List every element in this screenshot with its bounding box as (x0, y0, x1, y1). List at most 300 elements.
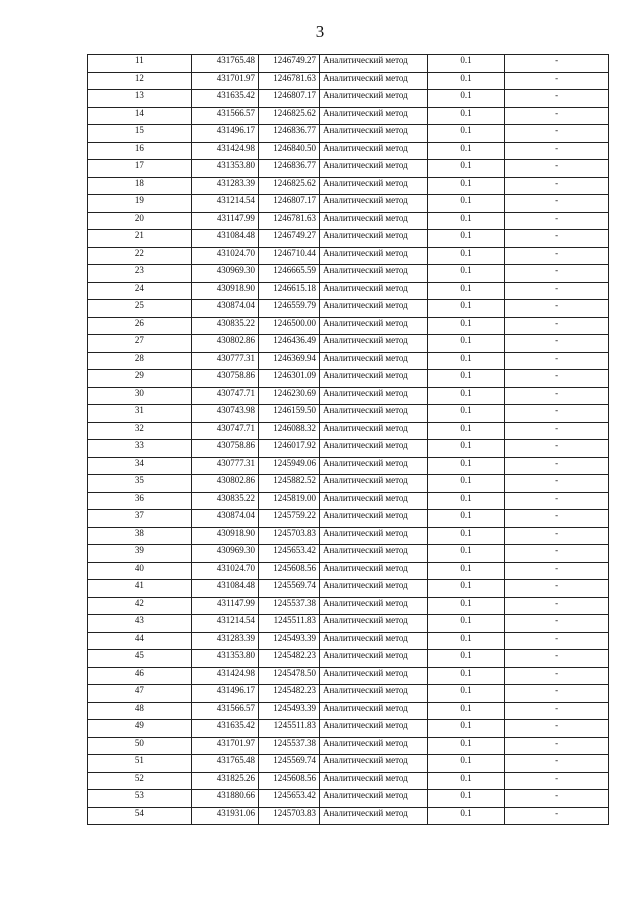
y-coordinate-cell: 1246559.79 (258, 300, 319, 318)
point-number-cell: 47 (88, 685, 192, 703)
x-coordinate-cell: 430835.22 (191, 492, 258, 510)
x-coordinate-cell: 430918.90 (191, 282, 258, 300)
error-cell: 0.1 (427, 510, 504, 528)
point-number-cell: 25 (88, 300, 192, 318)
dash-cell: - (505, 212, 609, 230)
error-cell: 0.1 (427, 650, 504, 668)
y-coordinate-cell: 1246807.17 (258, 90, 319, 108)
dash-cell: - (505, 632, 609, 650)
method-cell: Аналитический метод (319, 212, 427, 230)
x-coordinate-cell: 431765.48 (191, 755, 258, 773)
dash-cell: - (505, 405, 609, 423)
dash-cell: - (505, 422, 609, 440)
method-cell: Аналитический метод (319, 125, 427, 143)
method-cell: Аналитический метод (319, 667, 427, 685)
dash-cell: - (505, 317, 609, 335)
y-coordinate-cell: 1245819.00 (258, 492, 319, 510)
x-coordinate-cell: 430969.30 (191, 545, 258, 563)
dash-cell: - (505, 615, 609, 633)
y-coordinate-cell: 1246825.62 (258, 177, 319, 195)
method-cell: Аналитический метод (319, 720, 427, 738)
y-coordinate-cell: 1246825.62 (258, 107, 319, 125)
x-coordinate-cell: 431931.06 (191, 807, 258, 825)
table-row (88, 510, 609, 528)
x-coordinate-cell: 431147.99 (191, 597, 258, 615)
method-cell: Аналитический метод (319, 142, 427, 160)
method-cell: Аналитический метод (319, 387, 427, 405)
dash-cell: - (505, 545, 609, 563)
point-number-cell: 32 (88, 422, 192, 440)
table-row (88, 282, 609, 300)
dash-cell: - (505, 702, 609, 720)
table-row (88, 247, 609, 265)
dash-cell: - (505, 650, 609, 668)
error-cell: 0.1 (427, 545, 504, 563)
error-cell: 0.1 (427, 440, 504, 458)
method-cell: Аналитический метод (319, 580, 427, 598)
y-coordinate-cell: 1245608.56 (258, 772, 319, 790)
y-coordinate-cell: 1246781.63 (258, 212, 319, 230)
table-row (88, 615, 609, 633)
y-coordinate-cell: 1245653.42 (258, 545, 319, 563)
table-row (88, 492, 609, 510)
x-coordinate-cell: 431566.57 (191, 107, 258, 125)
dash-cell: - (505, 755, 609, 773)
error-cell: 0.1 (427, 107, 504, 125)
y-coordinate-cell: 1246836.77 (258, 160, 319, 178)
x-coordinate-cell: 430874.04 (191, 300, 258, 318)
dash-cell: - (505, 300, 609, 318)
dash-cell: - (505, 335, 609, 353)
method-cell: Аналитический метод (319, 475, 427, 493)
method-cell: Аналитический метод (319, 317, 427, 335)
dash-cell: - (505, 790, 609, 808)
x-coordinate-cell: 431880.66 (191, 790, 258, 808)
point-number-cell: 41 (88, 580, 192, 598)
method-cell: Аналитический метод (319, 72, 427, 90)
point-number-cell: 20 (88, 212, 192, 230)
dash-cell: - (505, 265, 609, 283)
table-row (88, 177, 609, 195)
table-row (88, 55, 609, 73)
method-cell: Аналитический метод (319, 737, 427, 755)
y-coordinate-cell: 1246230.69 (258, 387, 319, 405)
point-number-cell: 53 (88, 790, 192, 808)
point-number-cell: 39 (88, 545, 192, 563)
point-number-cell: 22 (88, 247, 192, 265)
y-coordinate-cell: 1246749.27 (258, 230, 319, 248)
error-cell: 0.1 (427, 632, 504, 650)
method-cell: Аналитический метод (319, 527, 427, 545)
error-cell: 0.1 (427, 685, 504, 703)
method-cell: Аналитический метод (319, 772, 427, 790)
y-coordinate-cell: 1245703.83 (258, 807, 319, 825)
table-row (88, 597, 609, 615)
table-row (88, 562, 609, 580)
error-cell: 0.1 (427, 492, 504, 510)
point-number-cell: 11 (88, 55, 192, 73)
error-cell: 0.1 (427, 737, 504, 755)
x-coordinate-cell: 431353.80 (191, 650, 258, 668)
dash-cell: - (505, 195, 609, 213)
table-row (88, 230, 609, 248)
method-cell: Аналитический метод (319, 370, 427, 388)
table-row (88, 790, 609, 808)
x-coordinate-cell: 431701.97 (191, 737, 258, 755)
y-coordinate-cell: 1245703.83 (258, 527, 319, 545)
table-row (88, 107, 609, 125)
table-row (88, 125, 609, 143)
x-coordinate-cell: 431353.80 (191, 160, 258, 178)
point-number-cell: 28 (88, 352, 192, 370)
x-coordinate-cell: 431635.42 (191, 90, 258, 108)
method-cell: Аналитический метод (319, 90, 427, 108)
method-cell: Аналитический метод (319, 352, 427, 370)
x-coordinate-cell: 431283.39 (191, 632, 258, 650)
y-coordinate-cell: 1245493.39 (258, 632, 319, 650)
table-row (88, 720, 609, 738)
method-cell: Аналитический метод (319, 492, 427, 510)
error-cell: 0.1 (427, 335, 504, 353)
point-number-cell: 12 (88, 72, 192, 90)
dash-cell: - (505, 720, 609, 738)
error-cell: 0.1 (427, 265, 504, 283)
x-coordinate-cell: 431825.26 (191, 772, 258, 790)
point-number-cell: 26 (88, 317, 192, 335)
dash-cell: - (505, 807, 609, 825)
x-coordinate-cell: 430747.71 (191, 422, 258, 440)
method-cell: Аналитический метод (319, 597, 427, 615)
y-coordinate-cell: 1245759.22 (258, 510, 319, 528)
error-cell: 0.1 (427, 247, 504, 265)
method-cell: Аналитический метод (319, 440, 427, 458)
y-coordinate-cell: 1245511.83 (258, 615, 319, 633)
x-coordinate-cell: 430758.86 (191, 440, 258, 458)
table-row (88, 772, 609, 790)
y-coordinate-cell: 1245882.52 (258, 475, 319, 493)
table-row (88, 580, 609, 598)
table-row (88, 440, 609, 458)
point-number-cell: 17 (88, 160, 192, 178)
table-row (88, 685, 609, 703)
x-coordinate-cell: 430835.22 (191, 317, 258, 335)
y-coordinate-cell: 1245569.74 (258, 755, 319, 773)
error-cell: 0.1 (427, 405, 504, 423)
table-row (88, 265, 609, 283)
point-number-cell: 49 (88, 720, 192, 738)
dash-cell: - (505, 667, 609, 685)
point-number-cell: 24 (88, 282, 192, 300)
point-number-cell: 13 (88, 90, 192, 108)
method-cell: Аналитический метод (319, 615, 427, 633)
error-cell: 0.1 (427, 457, 504, 475)
point-number-cell: 48 (88, 702, 192, 720)
x-coordinate-cell: 431024.70 (191, 247, 258, 265)
y-coordinate-cell: 1246500.00 (258, 317, 319, 335)
y-coordinate-cell: 1246749.27 (258, 55, 319, 73)
point-number-cell: 51 (88, 755, 192, 773)
y-coordinate-cell: 1245511.83 (258, 720, 319, 738)
y-coordinate-cell: 1246836.77 (258, 125, 319, 143)
error-cell: 0.1 (427, 72, 504, 90)
x-coordinate-cell: 431283.39 (191, 177, 258, 195)
y-coordinate-cell: 1246840.50 (258, 142, 319, 160)
error-cell: 0.1 (427, 615, 504, 633)
x-coordinate-cell: 430874.04 (191, 510, 258, 528)
table-row (88, 212, 609, 230)
dash-cell: - (505, 282, 609, 300)
method-cell: Аналитический метод (319, 510, 427, 528)
dash-cell: - (505, 90, 609, 108)
dash-cell: - (505, 597, 609, 615)
error-cell: 0.1 (427, 667, 504, 685)
table-row (88, 160, 609, 178)
y-coordinate-cell: 1245569.74 (258, 580, 319, 598)
y-coordinate-cell: 1246665.59 (258, 265, 319, 283)
error-cell: 0.1 (427, 370, 504, 388)
y-coordinate-cell: 1246710.44 (258, 247, 319, 265)
y-coordinate-cell: 1245482.23 (258, 650, 319, 668)
error-cell: 0.1 (427, 177, 504, 195)
dash-cell: - (505, 492, 609, 510)
y-coordinate-cell: 1246615.18 (258, 282, 319, 300)
x-coordinate-cell: 430802.86 (191, 475, 258, 493)
error-cell: 0.1 (427, 422, 504, 440)
table-row (88, 702, 609, 720)
y-coordinate-cell: 1246781.63 (258, 72, 319, 90)
method-cell: Аналитический метод (319, 422, 427, 440)
method-cell: Аналитический метод (319, 650, 427, 668)
point-number-cell: 34 (88, 457, 192, 475)
y-coordinate-cell: 1246301.09 (258, 370, 319, 388)
error-cell: 0.1 (427, 772, 504, 790)
y-coordinate-cell: 1246436.49 (258, 335, 319, 353)
table-row (88, 317, 609, 335)
table-row (88, 72, 609, 90)
method-cell: Аналитический метод (319, 632, 427, 650)
point-number-cell: 23 (88, 265, 192, 283)
point-number-cell: 38 (88, 527, 192, 545)
method-cell: Аналитический метод (319, 230, 427, 248)
point-number-cell: 43 (88, 615, 192, 633)
error-cell: 0.1 (427, 317, 504, 335)
y-coordinate-cell: 1246017.92 (258, 440, 319, 458)
method-cell: Аналитический метод (319, 685, 427, 703)
point-number-cell: 44 (88, 632, 192, 650)
error-cell: 0.1 (427, 807, 504, 825)
table-row (88, 195, 609, 213)
x-coordinate-cell: 430802.86 (191, 335, 258, 353)
point-number-cell: 14 (88, 107, 192, 125)
error-cell: 0.1 (427, 790, 504, 808)
dash-cell: - (505, 55, 609, 73)
point-number-cell: 27 (88, 335, 192, 353)
table-row (88, 650, 609, 668)
x-coordinate-cell: 431424.98 (191, 667, 258, 685)
method-cell: Аналитический метод (319, 160, 427, 178)
y-coordinate-cell: 1246807.17 (258, 195, 319, 213)
method-cell: Аналитический метод (319, 790, 427, 808)
error-cell: 0.1 (427, 755, 504, 773)
dash-cell: - (505, 580, 609, 598)
y-coordinate-cell: 1246369.94 (258, 352, 319, 370)
table-row (88, 352, 609, 370)
method-cell: Аналитический метод (319, 702, 427, 720)
point-number-cell: 37 (88, 510, 192, 528)
x-coordinate-cell: 431214.54 (191, 615, 258, 633)
error-cell: 0.1 (427, 475, 504, 493)
point-number-cell: 40 (88, 562, 192, 580)
table-row (88, 370, 609, 388)
method-cell: Аналитический метод (319, 55, 427, 73)
method-cell: Аналитический метод (319, 807, 427, 825)
method-cell: Аналитический метод (319, 300, 427, 318)
dash-cell: - (505, 772, 609, 790)
point-number-cell: 33 (88, 440, 192, 458)
error-cell: 0.1 (427, 142, 504, 160)
point-number-cell: 35 (88, 475, 192, 493)
point-number-cell: 30 (88, 387, 192, 405)
x-coordinate-cell: 431765.48 (191, 55, 258, 73)
error-cell: 0.1 (427, 387, 504, 405)
dash-cell: - (505, 510, 609, 528)
y-coordinate-cell: 1245493.39 (258, 702, 319, 720)
point-number-cell: 19 (88, 195, 192, 213)
point-number-cell: 50 (88, 737, 192, 755)
x-coordinate-cell: 431214.54 (191, 195, 258, 213)
table-row (88, 300, 609, 318)
y-coordinate-cell: 1246159.50 (258, 405, 319, 423)
method-cell: Аналитический метод (319, 107, 427, 125)
y-coordinate-cell: 1245949.06 (258, 457, 319, 475)
dash-cell: - (505, 457, 609, 475)
y-coordinate-cell: 1245537.38 (258, 597, 319, 615)
dash-cell: - (505, 230, 609, 248)
table-row (88, 667, 609, 685)
x-coordinate-cell: 431084.48 (191, 580, 258, 598)
x-coordinate-cell: 430777.31 (191, 457, 258, 475)
error-cell: 0.1 (427, 702, 504, 720)
error-cell: 0.1 (427, 195, 504, 213)
point-number-cell: 31 (88, 405, 192, 423)
dash-cell: - (505, 387, 609, 405)
x-coordinate-cell: 431424.98 (191, 142, 258, 160)
x-coordinate-cell: 431496.17 (191, 125, 258, 143)
error-cell: 0.1 (427, 562, 504, 580)
error-cell: 0.1 (427, 300, 504, 318)
dash-cell: - (505, 370, 609, 388)
method-cell: Аналитический метод (319, 195, 427, 213)
point-number-cell: 16 (88, 142, 192, 160)
error-cell: 0.1 (427, 527, 504, 545)
dash-cell: - (505, 475, 609, 493)
table-row (88, 737, 609, 755)
dash-cell: - (505, 685, 609, 703)
error-cell: 0.1 (427, 55, 504, 73)
point-number-cell: 15 (88, 125, 192, 143)
table-row (88, 475, 609, 493)
point-number-cell: 29 (88, 370, 192, 388)
point-number-cell: 42 (88, 597, 192, 615)
error-cell: 0.1 (427, 160, 504, 178)
y-coordinate-cell: 1245608.56 (258, 562, 319, 580)
dash-cell: - (505, 125, 609, 143)
x-coordinate-cell: 430758.86 (191, 370, 258, 388)
dash-cell: - (505, 527, 609, 545)
dash-cell: - (505, 142, 609, 160)
method-cell: Аналитический метод (319, 265, 427, 283)
point-number-cell: 21 (88, 230, 192, 248)
point-number-cell: 45 (88, 650, 192, 668)
y-coordinate-cell: 1245482.23 (258, 685, 319, 703)
y-coordinate-cell: 1245653.42 (258, 790, 319, 808)
y-coordinate-cell: 1245478.50 (258, 667, 319, 685)
x-coordinate-cell: 431635.42 (191, 720, 258, 738)
x-coordinate-cell: 431496.17 (191, 685, 258, 703)
dash-cell: - (505, 440, 609, 458)
method-cell: Аналитический метод (319, 562, 427, 580)
error-cell: 0.1 (427, 282, 504, 300)
method-cell: Аналитический метод (319, 282, 427, 300)
table-row (88, 527, 609, 545)
page-number: 3 (315, 22, 325, 41)
method-cell: Аналитический метод (319, 755, 427, 773)
method-cell: Аналитический метод (319, 335, 427, 353)
x-coordinate-cell: 431701.97 (191, 72, 258, 90)
dash-cell: - (505, 737, 609, 755)
dash-cell: - (505, 107, 609, 125)
x-coordinate-cell: 430918.90 (191, 527, 258, 545)
method-cell: Аналитический метод (319, 177, 427, 195)
point-number-cell: 18 (88, 177, 192, 195)
point-number-cell: 54 (88, 807, 192, 825)
x-coordinate-cell: 431566.57 (191, 702, 258, 720)
method-cell: Аналитический метод (319, 247, 427, 265)
table-row (88, 405, 609, 423)
error-cell: 0.1 (427, 90, 504, 108)
error-cell: 0.1 (427, 580, 504, 598)
coordinates-table (87, 54, 609, 825)
table-row (88, 457, 609, 475)
x-coordinate-cell: 430743.98 (191, 405, 258, 423)
dash-cell: - (505, 352, 609, 370)
table-row (88, 545, 609, 563)
table-row (88, 387, 609, 405)
error-cell: 0.1 (427, 597, 504, 615)
error-cell: 0.1 (427, 125, 504, 143)
coordinates-table-body (88, 55, 609, 825)
method-cell: Аналитический метод (319, 545, 427, 563)
dash-cell: - (505, 160, 609, 178)
table-row (88, 422, 609, 440)
method-cell: Аналитический метод (319, 405, 427, 423)
point-number-cell: 36 (88, 492, 192, 510)
table-row (88, 755, 609, 773)
dash-cell: - (505, 72, 609, 90)
y-coordinate-cell: 1246088.32 (258, 422, 319, 440)
method-cell: Аналитический метод (319, 457, 427, 475)
error-cell: 0.1 (427, 212, 504, 230)
error-cell: 0.1 (427, 230, 504, 248)
y-coordinate-cell: 1245537.38 (258, 737, 319, 755)
x-coordinate-cell: 430777.31 (191, 352, 258, 370)
x-coordinate-cell: 431084.48 (191, 230, 258, 248)
x-coordinate-cell: 430747.71 (191, 387, 258, 405)
error-cell: 0.1 (427, 720, 504, 738)
point-number-cell: 46 (88, 667, 192, 685)
table-row (88, 335, 609, 353)
x-coordinate-cell: 431024.70 (191, 562, 258, 580)
